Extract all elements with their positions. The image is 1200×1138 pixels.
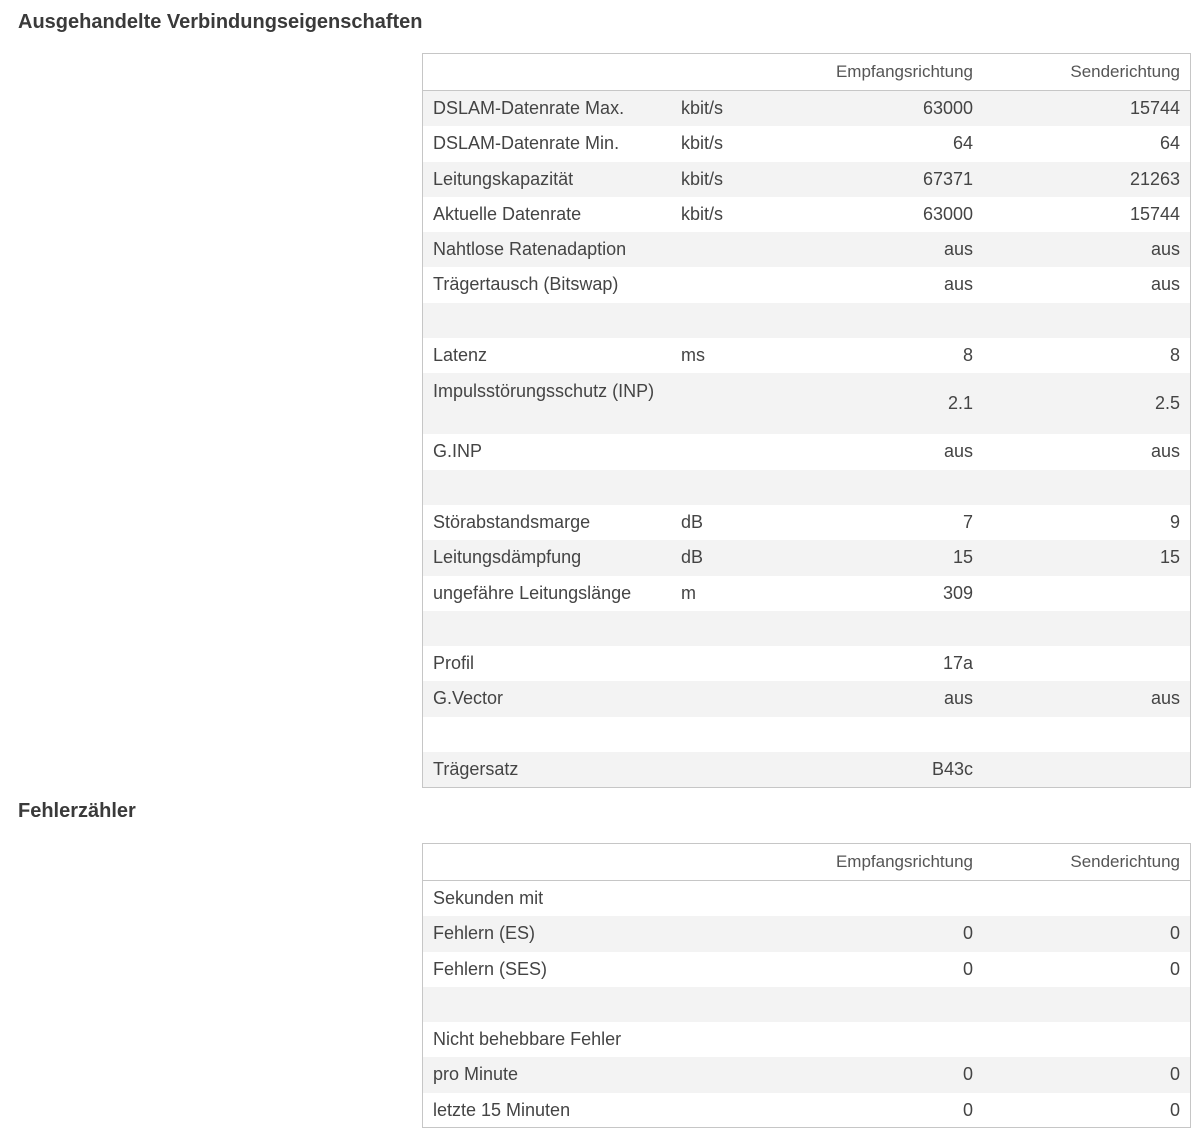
row-label: Nicht behebbare Fehler bbox=[433, 1029, 622, 1050]
table-row bbox=[423, 576, 1190, 611]
row-value-rx: 8 bbox=[962, 345, 973, 366]
table-header bbox=[423, 54, 1190, 91]
row-label: Leitungsdämpfung bbox=[433, 547, 582, 568]
table-header bbox=[423, 844, 1190, 881]
section-title-connection-properties: Ausgehandelte Verbindungseigenschaften bbox=[18, 11, 423, 33]
table-row bbox=[423, 197, 1190, 232]
table-row-spacer bbox=[423, 987, 1190, 1022]
table-row bbox=[423, 434, 1190, 469]
row-label: Störabstandsmarge bbox=[433, 511, 591, 532]
row-value-rx: 15 bbox=[952, 547, 973, 568]
row-label: ungefähre Leitungslänge bbox=[433, 582, 632, 603]
row-label: Aktuelle Datenrate bbox=[433, 203, 582, 224]
row-label: Sekunden mit bbox=[433, 888, 544, 908]
column-header-rx: Empfangsrichtung bbox=[835, 62, 973, 81]
row-label: Trägertausch (Bitswap) bbox=[433, 274, 619, 295]
row-unit: ms bbox=[681, 345, 705, 366]
row-label: Nahtlose Ratenadaption bbox=[433, 239, 627, 260]
row-value-tx: aus bbox=[1150, 274, 1180, 295]
row-value-tx: 0 bbox=[1169, 923, 1180, 944]
column-header-tx: Senderichtung bbox=[1070, 852, 1180, 871]
row-unit: m bbox=[681, 582, 696, 603]
table-row bbox=[423, 681, 1190, 716]
row-value-tx: 21263 bbox=[1129, 168, 1180, 189]
row-value-rx: 63000 bbox=[922, 98, 973, 118]
row-label: G.Vector bbox=[433, 688, 504, 709]
row-label: Latenz bbox=[433, 345, 488, 366]
row-value-tx: aus bbox=[1150, 688, 1180, 709]
error-counters-table bbox=[422, 843, 1191, 1128]
table-row bbox=[423, 373, 1190, 434]
table-row bbox=[423, 1093, 1190, 1128]
connection-properties-table bbox=[422, 53, 1191, 788]
row-value-rx: aus bbox=[943, 274, 973, 295]
row-unit: dB bbox=[681, 511, 704, 532]
section-title-error-counters: Fehlerzähler bbox=[18, 800, 136, 822]
row-value-rx: aus bbox=[943, 441, 973, 462]
row-unit: dB bbox=[681, 547, 704, 568]
table-row bbox=[423, 162, 1190, 197]
row-label: Profil bbox=[433, 653, 475, 674]
table-row-spacer bbox=[423, 611, 1190, 646]
row-label: Trägersatz bbox=[433, 759, 519, 780]
table-row-spacer bbox=[423, 303, 1190, 338]
row-value-tx: 9 bbox=[1169, 511, 1180, 532]
column-header-tx: Senderichtung bbox=[1070, 62, 1180, 81]
table-row bbox=[423, 505, 1190, 540]
row-unit: kbit/s bbox=[681, 133, 724, 154]
row-value-rx: 0 bbox=[962, 1064, 973, 1085]
table-row bbox=[423, 752, 1190, 787]
row-value-tx: 2.5 bbox=[1154, 393, 1180, 414]
row-value-tx: 15744 bbox=[1129, 98, 1180, 118]
row-value-rx: 17a bbox=[942, 653, 973, 674]
table-row bbox=[423, 1057, 1190, 1092]
table-row bbox=[423, 952, 1190, 987]
row-value-tx: 15 bbox=[1159, 547, 1180, 568]
table-row bbox=[423, 267, 1190, 302]
row-value-rx: 7 bbox=[962, 511, 973, 532]
row-label: pro Minute bbox=[433, 1064, 519, 1085]
table-row bbox=[423, 91, 1190, 126]
row-value-tx: aus bbox=[1150, 239, 1180, 260]
row-label: Fehlern (ES) bbox=[433, 923, 536, 944]
row-label: DSLAM-Datenrate Min. bbox=[433, 133, 620, 154]
row-value-rx: 0 bbox=[962, 1099, 973, 1120]
row-value-rx: 309 bbox=[942, 582, 973, 603]
row-value-rx: 63000 bbox=[922, 203, 973, 224]
row-value-rx: 64 bbox=[952, 133, 973, 154]
table-row-spacer bbox=[423, 717, 1190, 752]
row-value-rx: 2.1 bbox=[947, 393, 973, 414]
table-row bbox=[423, 232, 1190, 267]
row-value-rx: aus bbox=[943, 239, 973, 260]
row-unit: kbit/s bbox=[681, 168, 724, 189]
table-row bbox=[423, 646, 1190, 681]
row-value-rx: 67371 bbox=[922, 168, 973, 189]
row-value-rx: aus bbox=[943, 688, 973, 709]
row-label: G.INP bbox=[433, 441, 483, 462]
row-value-tx: aus bbox=[1150, 441, 1180, 462]
row-value-rx: 0 bbox=[962, 923, 973, 944]
table-row-group-label bbox=[423, 1022, 1190, 1057]
table-row bbox=[423, 338, 1190, 373]
table-row bbox=[423, 126, 1190, 161]
table-row bbox=[423, 916, 1190, 951]
row-value-tx: 64 bbox=[1159, 133, 1180, 154]
column-header-rx: Empfangsrichtung bbox=[835, 852, 973, 871]
table-row-group-label bbox=[423, 881, 1190, 916]
row-label: Leitungskapazität bbox=[433, 168, 574, 189]
row-value-tx: 0 bbox=[1169, 1064, 1180, 1085]
row-label: DSLAM-Datenrate Max. bbox=[433, 98, 625, 118]
row-value-tx: 15744 bbox=[1129, 203, 1180, 224]
row-value-rx: B43c bbox=[931, 759, 973, 780]
row-label: Fehlern (SES) bbox=[433, 958, 548, 979]
row-value-tx: 8 bbox=[1169, 345, 1180, 366]
row-unit: kbit/s bbox=[681, 98, 724, 118]
table-row-spacer bbox=[423, 470, 1190, 505]
row-unit: kbit/s bbox=[681, 203, 724, 224]
row-value-tx: 0 bbox=[1169, 958, 1180, 979]
row-label: letzte 15 Minuten bbox=[433, 1099, 571, 1120]
table-row bbox=[423, 540, 1190, 575]
row-value-rx: 0 bbox=[962, 958, 973, 979]
row-label: Impulsstörungsschutz (INP) bbox=[433, 381, 655, 402]
row-value-tx: 0 bbox=[1169, 1099, 1180, 1120]
